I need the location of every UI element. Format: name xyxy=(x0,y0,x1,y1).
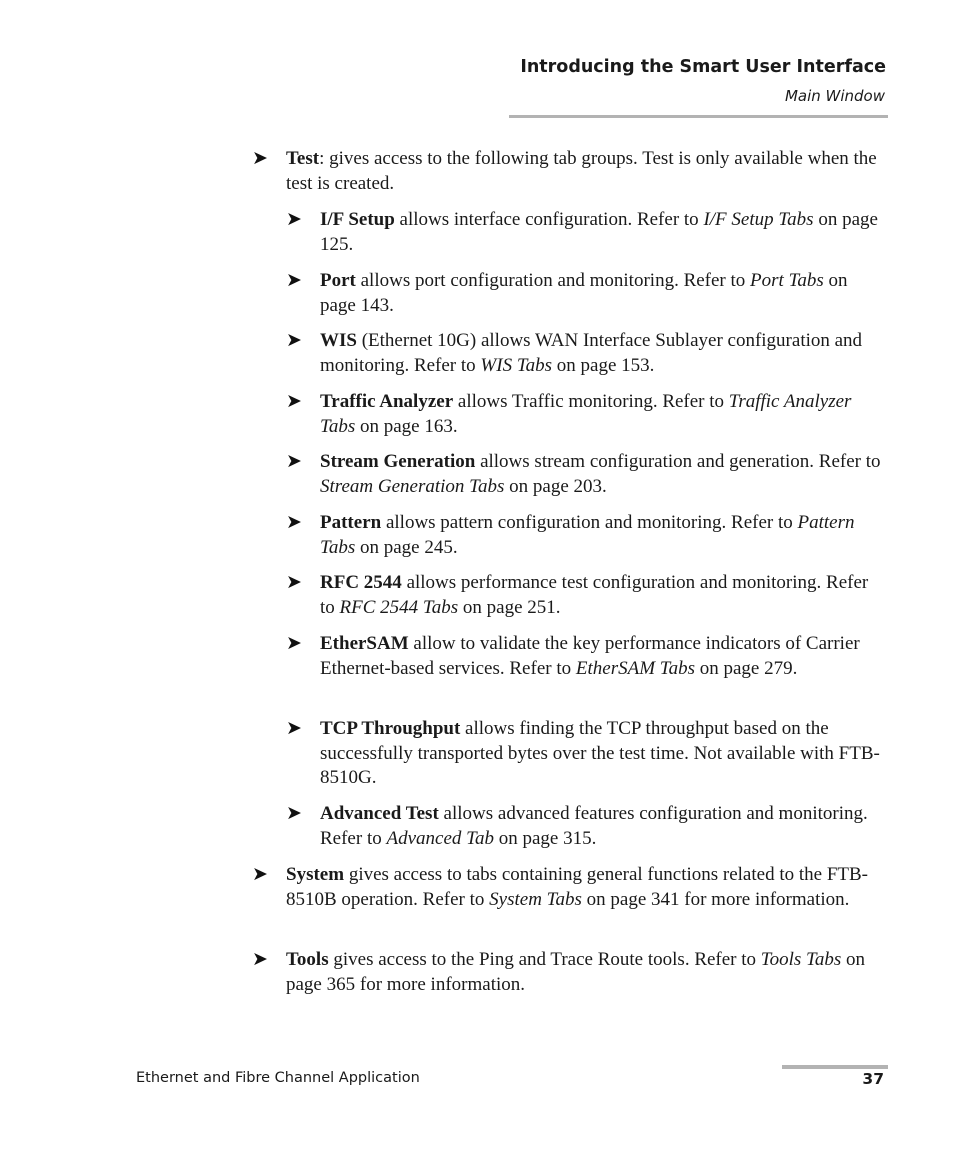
description-text: on page 245. xyxy=(355,536,458,558)
description-text: allows advanced features configuration and monitoring. Refer to xyxy=(320,803,868,849)
term: TCP Throughput xyxy=(320,718,461,739)
cross-reference: Advanced Tab xyxy=(386,827,494,849)
description-text: on page 279. xyxy=(695,657,798,679)
term: EtherSAM xyxy=(320,633,409,654)
description-text: on page 251. xyxy=(458,596,561,618)
bullet-arrow-icon: ➤ xyxy=(252,864,268,885)
term: Stream Generation xyxy=(320,451,476,472)
term: I/F Setup xyxy=(320,209,395,230)
sub-bullet-item xyxy=(286,632,886,681)
bullet-arrow-icon: ➤ xyxy=(286,512,302,533)
sub-bullet-item xyxy=(286,450,886,499)
description-text: : gives access to the following tab groups. Test is only available when the test is created. xyxy=(286,148,877,194)
term: Traffic Analyzer xyxy=(320,391,454,412)
bullet-item xyxy=(252,147,886,196)
sub-bullet-item xyxy=(286,571,886,620)
sub-bullet-item xyxy=(286,208,886,257)
header-divider xyxy=(509,115,888,118)
cross-reference: Stream Generation Tabs xyxy=(320,475,505,497)
description-text: allows stream configuration and generation. Refer to xyxy=(475,451,881,472)
description-text: on page 365 for more information. xyxy=(286,949,866,995)
cross-reference: Traffic Analyzer Tabs xyxy=(320,391,852,437)
bullet-arrow-icon: ➤ xyxy=(286,633,302,654)
description-text: gives access to the Ping and Trace Route tools. Refer to xyxy=(328,949,761,970)
description-text: allows pattern configuration and monitoring. Refer to xyxy=(381,512,798,533)
bullet-arrow-icon: ➤ xyxy=(286,718,302,739)
term: Advanced Test xyxy=(320,803,439,824)
bullet-arrow-icon: ➤ xyxy=(286,209,302,230)
term: System xyxy=(286,864,345,885)
term: Test xyxy=(286,148,320,169)
cross-reference: Tools Tabs xyxy=(760,949,842,970)
term: WIS xyxy=(320,330,357,351)
description-text: allows port configuration and monitoring. Refer to xyxy=(355,270,751,291)
sub-bullet-item xyxy=(286,390,886,439)
cross-reference: Pattern Tabs xyxy=(320,512,855,558)
cross-reference: EtherSAM Tabs xyxy=(575,657,695,679)
description-text: allow to validate the key performance indicators of Carrier Ethernet-based services. Refer to xyxy=(320,633,860,679)
cross-reference: RFC 2544 Tabs xyxy=(339,596,459,618)
footer-document-title: Ethernet and Fibre Channel Application xyxy=(136,1070,420,1086)
term: RFC 2544 xyxy=(320,572,402,593)
bullet-arrow-icon: ➤ xyxy=(286,451,302,472)
term: Port xyxy=(320,270,356,291)
description-text: allows performance test configuration and monitoring. Refer to xyxy=(320,572,869,618)
cross-reference: Port Tabs xyxy=(750,270,824,291)
sub-bullet-item xyxy=(286,329,886,378)
bullet-arrow-icon: ➤ xyxy=(286,391,302,412)
bullet-arrow-icon: ➤ xyxy=(286,572,302,593)
bullet-item xyxy=(252,863,886,912)
description-text: on page 341 for more information. xyxy=(581,888,850,910)
bullet-arrow-icon: ➤ xyxy=(286,803,302,824)
cross-reference: WIS Tabs xyxy=(480,354,553,376)
description-text: on page 125. xyxy=(320,209,878,255)
sub-bullet-item xyxy=(286,802,886,851)
sub-bullet-item xyxy=(286,717,886,791)
bullet-arrow-icon: ➤ xyxy=(252,949,268,970)
bullet-arrow-icon: ➤ xyxy=(252,148,268,169)
sub-bullet-item xyxy=(286,269,886,318)
description-text: on page 153. xyxy=(552,354,655,376)
page-number: 37 xyxy=(862,1070,884,1088)
term: Pattern xyxy=(320,512,382,533)
description-text: allows interface configuration. Refer to xyxy=(394,209,704,230)
bullet-item xyxy=(252,948,886,997)
term: Tools xyxy=(286,949,329,970)
footer-divider xyxy=(782,1065,888,1069)
description-text: on page 143. xyxy=(320,270,848,316)
description-text: allows finding the TCP throughput based on the successfully transported bytes over the test time. Not available with FTB-8510G. xyxy=(320,718,880,789)
description-text: on page 163. xyxy=(355,415,458,437)
bullet-arrow-icon: ➤ xyxy=(286,270,302,291)
sub-bullet-item xyxy=(286,511,886,560)
cross-reference: System Tabs xyxy=(489,888,582,910)
description-text: (Ethernet 10G) allows WAN Interface Sublayer configuration and monitoring. Refer to xyxy=(320,330,863,376)
description-text: on page 203. xyxy=(504,475,607,497)
section-subtitle: Main Window xyxy=(784,87,885,105)
description-text: allows Traffic monitoring. Refer to xyxy=(453,391,729,412)
section-title: Introducing the Smart User Interface xyxy=(520,57,886,77)
description-text: gives access to tabs containing general functions related to the FTB-8510B operation. Refer to xyxy=(286,864,868,910)
cross-reference: I/F Setup Tabs xyxy=(703,209,814,230)
description-text: on page 315. xyxy=(493,827,597,849)
bullet-arrow-icon: ➤ xyxy=(286,330,302,351)
